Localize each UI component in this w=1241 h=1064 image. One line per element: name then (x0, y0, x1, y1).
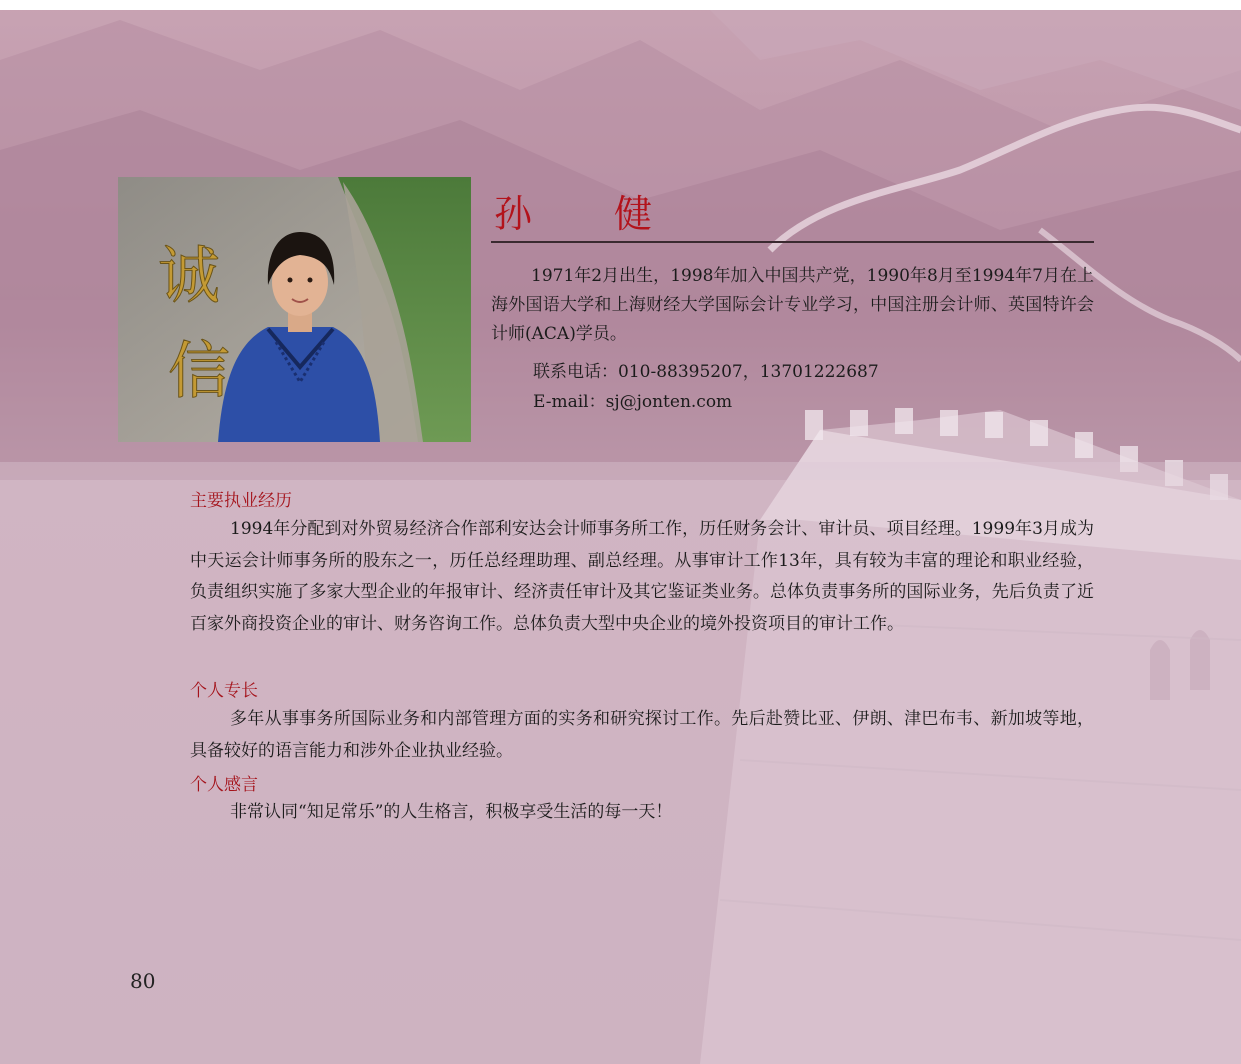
section-body-experience: 1994年分配到对外贸易经济合作部利安达会计师事务所工作，历任财务会计、审计员、项目经理。1999年3月成为中天运会计师事务所的股东之一，历任总经理助理、副总经理。从事审计工作13年，具有较为丰富的理论和职业经验，负责组织实施了多家大型企业的年报审计、经济责任审计及其它鉴证类业务。总体负责事务所的国际业务，先后负责了近百家外商投资企业的审计、财务咨询工作。总体负责大型中央企业的境外投资项目的审计工作。 (190, 519, 1094, 634)
carved-char-2: 信 (168, 334, 231, 407)
section-title-expertise: 个人专长 (190, 681, 258, 701)
section-title-reflection: 个人感言 (190, 775, 258, 795)
top-margin-strip (0, 0, 1241, 10)
name-divider (491, 241, 1094, 243)
carved-char-1: 诚 (158, 239, 221, 312)
section-body-reflection: 非常认同“知足常乐”的人生格言，积极享受生活的每一天！ (230, 802, 673, 822)
profile-photo (118, 177, 471, 442)
profile-bio: 1971年2月出生，1998年加入中国共产党，1990年8月至1994年7月在上海外国语大学和上海财经大学国际会计专业学习，中国注册会计师、英国特许会计师(ACA)学员。 (491, 266, 1094, 344)
page-number: 80 (130, 969, 156, 993)
profile-name: 孙 健 (494, 192, 655, 236)
contact-phone: 联系电话：010-88395207，13701222687 (533, 362, 879, 382)
section-body-expertise: 多年从事事务所国际业务和内部管理方面的实务和研究探讨工作。先后赴赞比亚、伊朗、津巴布韦、新加坡等地，具备较好的语言能力和涉外企业执业经验。 (190, 709, 1094, 761)
contact-email: E-mail：sj@jonten.com (533, 392, 733, 412)
section-title-experience: 主要执业经历 (190, 491, 292, 511)
